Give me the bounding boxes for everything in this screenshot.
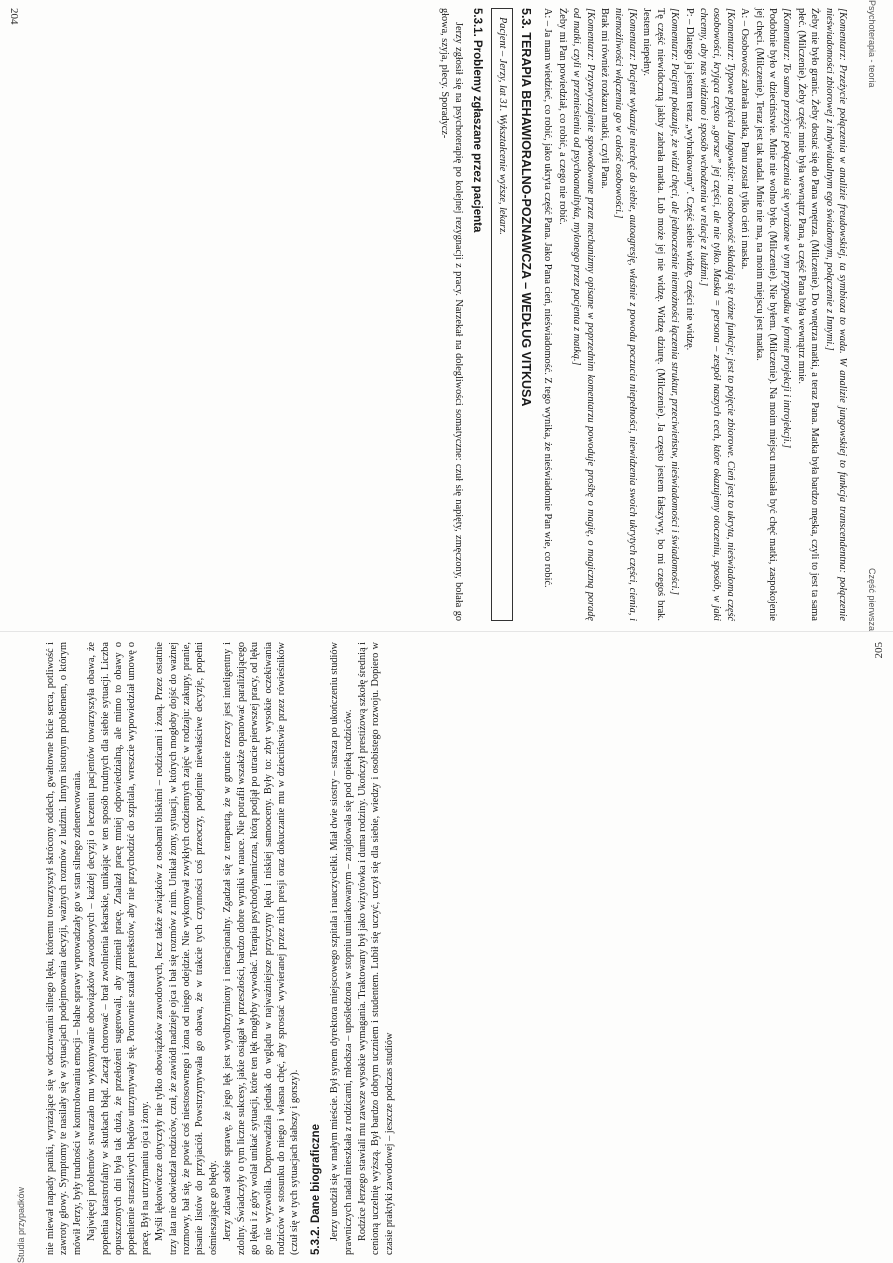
commentary-paragraph: [Komentarz: Przeżycie połączenia w analizie freudowskiej, ta symbioza to wada. W analizie jungowskiej to funkcja transcendentna: połączenie nieświadomości zbiorowej z indywidualnym ego świadomym, połączenie z Innymi.]	[823, 8, 848, 621]
paragraph: Myśli lękotwórcze dotyczyły nie tylko obowiązków zawodowych, lecz także związków z osobami bliskimi – rodzicami i żoną. Przez ostatnie trzy lata nie odwiedzał rodziców, czuł, że zawiódł nadzieje ojca i bał się rozmów z nim. Unikał żony, sytuacji, w których mogłoby dojść do ważnej rozmowy, bał się, że powie coś niestosownego i żona od niego odejdzie. Nie wykonywał zwykłych codziennych zajęć w rodzaju: zakupy, pranie, pisanie listów do przyjaciół. Powstrzymywała go obawa, że w trakcie tych czynności coś przeoczy, podejmie niewłaściwe decyzje, popełni ośmieszające go błędy.	[154, 642, 219, 1255]
paragraph: Rodzice Jerzego stawiali mu zawsze wysokie wymagania. Traktowany był jako wizytówka i duma rodziny. Ukończył prestiżową szkołę średnią i cenioną uczelnię wyższą. Był bardzo dobrym uczniem i studentem. Lubił się uczyć, uczył się dla siebie, wiedzy i osobistego rozwoju. Dopiero w czasie praktyki zawodowej – jeszcze podczas studiów	[356, 642, 395, 1255]
paragraph-group	[44, 642, 302, 1255]
paragraph: Podobnie było w dzieciństwie. Mnie nie wolno było. (Milczenie). Nie byłem. (Milczenie). Na moim miejscu musiała być chęć matki, zaspokojenie jej chęci. (Milczenie). Teraz jest tak nadal. Mnie nie ma, na moim miejscu jest matka.	[753, 8, 778, 621]
paragraph: Brak mi również rozkazu matki, czyli Pana.	[599, 8, 611, 189]
paragraph-group	[541, 8, 849, 621]
page-number: 204	[8, 8, 20, 25]
page-205	[0, 632, 893, 1263]
paragraph: Jerzy zdawał sobie sprawę, że jego lęk jest wyolbrzymiony i nieracjonalny. Zgadzał się z terapeutą, że w gruncie rzeczy jest inteligentny i zdolny. Świadczyły o tym liczne sukcesy, jakie osiągał w przeszłości, bardzo dobre wyniki w nauce. Nie potrafił wszakże opanować paraliżującego go lęku i z góry wolał unikać sytuacji, które ten lęk mogłyby wywołać. Terapia psychodynamiczna, którą podjął po utracie pierwszej pracy, od lęku go nie wyzwoliła. Doprowadziła jednak do wglądu w najważniejsze przyczyny lęku i niskiej samooceny. Były to: zbyt wysokie oczekiwania rodziców w stosunku do niego i własna chęć, aby sprostać wywieranej przez nich presji oraz dokuczanie mu w dzieciństwie przez rówieśników (czuł się w tych sytuacjach słabszy i gorszy).	[222, 642, 301, 1255]
commentary-paragraph: [Komentarz: Pacjent wykazuje niechęć do siebie, autoagresję, właśnie z powodu poczucia niepełności, niewidzenia swoich ukrytych części, cienia, i niemożliwości włączenia go w całość osobowości.]	[613, 8, 638, 621]
section-title: 5.3. TERAPIA BEHAWIORALNO-POZNAWCZA – WEDŁUG VITKUSA	[519, 8, 534, 407]
paragraph: A: – Osobowość zabrała matka, Panu został tylko cień i maska.	[739, 8, 751, 270]
subsection-title: 5.3.1. Problemy zgłaszane przez pacjenta	[471, 8, 484, 233]
paragraph: A: – Ja mam wiedzieć, co robić, jako ukryta część Pana. Jako Pana cień, nieświadomość. Z tego wynika, że nieświadomie Pan wie, co robić.	[542, 8, 554, 588]
patient-box: Pacjent – Jerzy, lat 31. Wykształcenie wyższe, lekarz.	[491, 8, 512, 621]
subsection-title: 5.3.2. Dane biograficzne	[309, 1123, 322, 1255]
running-head	[16, 632, 26, 1263]
paragraph: Tę część niewidoczną jakby zabrała matka. Lub może jej nie widzę. Widzę dziurę. (Milczenie). Ja często jestem fałszywy, bo mi czegoś brak. Jestem niepełny.	[641, 8, 666, 621]
paragraph: nie miewał napady paniki, wyrażające się w odczuwaniu silnego lęku, któremu towarzyszył skrócony oddech, gwałtowne bicie serca, potliwość i zawroty głowy. Symptomy te nasilały się w sytuacjach podejmowania decyzji, ważnych rozmów z ludźmi. Innym istotnym problemem, o którym mówił Jerzy, były trudności w kontrolowaniu emocji – błahe sprawy wprowadzały go w stan silnego zdenerwowania.	[45, 642, 83, 1255]
paragraph: Żeby mi Pan powiedział, co robić, a czego nie robić.	[556, 8, 568, 225]
paragraph: Żeby nie było granic. Żeby dostać się do Pana wnętrza. (Milczenie). Do wnętrza matki, a teraz Pana. Matka była bardzo męska, czyli to jest ta sama płeć. (Milczenie). Żeby część mnie była wewnątrz Pana, a część Pana była wewnątrz mnie.	[795, 8, 821, 621]
paragraph: P: – Dlatego ja jestem teraz „wybrakowany”. Część siebie widzę, części nie widzę.	[683, 8, 695, 351]
paragraph: Jerzy zgłosił się na psychoterapię po kolejnej rezygnacji z pracy. Narzekał na dolegliwości somatyczne: czuł się napięty, zmęczony, bolała go głowa, szyja, plecy. Sporadycz-	[439, 8, 464, 621]
commentary-paragraph: [Komentarz: Pacjent pokazuje, że widzi chęci, ale jednocześnie niemożności łączenia struktur, przeciwieństw, nieświadomości i świadomości.]	[669, 8, 681, 595]
paragraph: Jerzy urodził się w małym mieście. Był synem dyrektora miejscowego szpitala i nauczycielki. Miał dwie siostry – starsza po ukończeniu studiów prawniczych nadal mieszkała z rodzicami, młodsza – upośledzona w stopniu umiarkowanym – znajdowała się pod opieką rodziców.	[329, 642, 354, 1255]
commentary-paragraph: [Komentarz: Przyzwyczajenie spowodowane przez mechanizmy opisane w poprzednim komentarzu powoduje prośbę o magię, o magiczną poradę od matki, czyli w przeniesieniu od psychoanalityka, mylonego przez pacjenta z matką.]	[571, 8, 596, 621]
commentary-paragraph: [Komentarz: To samo przeżycie połączenia się wyrażone w tym przypadku w formie projekcji i introjekcji.]	[781, 8, 793, 449]
running-head	[867, 0, 877, 631]
paragraph: Najwięcej problemów stwarzało mu wykonywanie obowiązków zawodowych – każdej decyzji o leczeniu pacjentów towarzyszyła obawa, że popełnia katastrofalny w skutkach błąd. Zaczął chorować – brał zwolnienia lekarskie, unikając w ten sposób trudnych dla siebie sytuacji. Liczba opuszczonych dni była tak duża, że przełożeni sugerowali, aby zmienił pracę. Znalazł pracę mniej odpowiedzialną, ale mimo to obawy o popełnienie straszliwych błędów utrzymywały się. Ponownie szukał pretekstów, aby nie przychodzić do szpitala, wreszcie wypowiedział umowę o pracę. Był na utrzymaniu ojca i żony.	[86, 642, 151, 1255]
body-text	[437, 8, 849, 621]
running-head-right: Część pierwsza	[867, 567, 877, 631]
page-205-content	[0, 632, 893, 1263]
body-text	[44, 642, 397, 1255]
paragraph-group	[328, 642, 396, 1255]
page-number: 205	[873, 642, 885, 659]
commentary-paragraph: [Komentarz: Typowe pojęcia Jungowskie: na osobowość składają się różne funkcje; jest to pojęcie zbiorowe. Cień jest to ukryta, nieświadoma część osobowości, kryjąca często „gorsze” jej części, ale nie tylko. Maska = persona – zespół naszych cech, które okazujemy otoczeniu, sposób, w jaki chcemy, aby nas widziano i sposób wchodzenia w relacje z ludźmi.]	[697, 8, 736, 621]
running-head-left: Psychoterapia - teoria	[867, 0, 877, 88]
paragraph-group	[438, 8, 465, 621]
page-204	[0, 0, 893, 631]
running-head-left: Studia przypadków	[16, 1186, 26, 1263]
page-204-content	[0, 0, 893, 631]
